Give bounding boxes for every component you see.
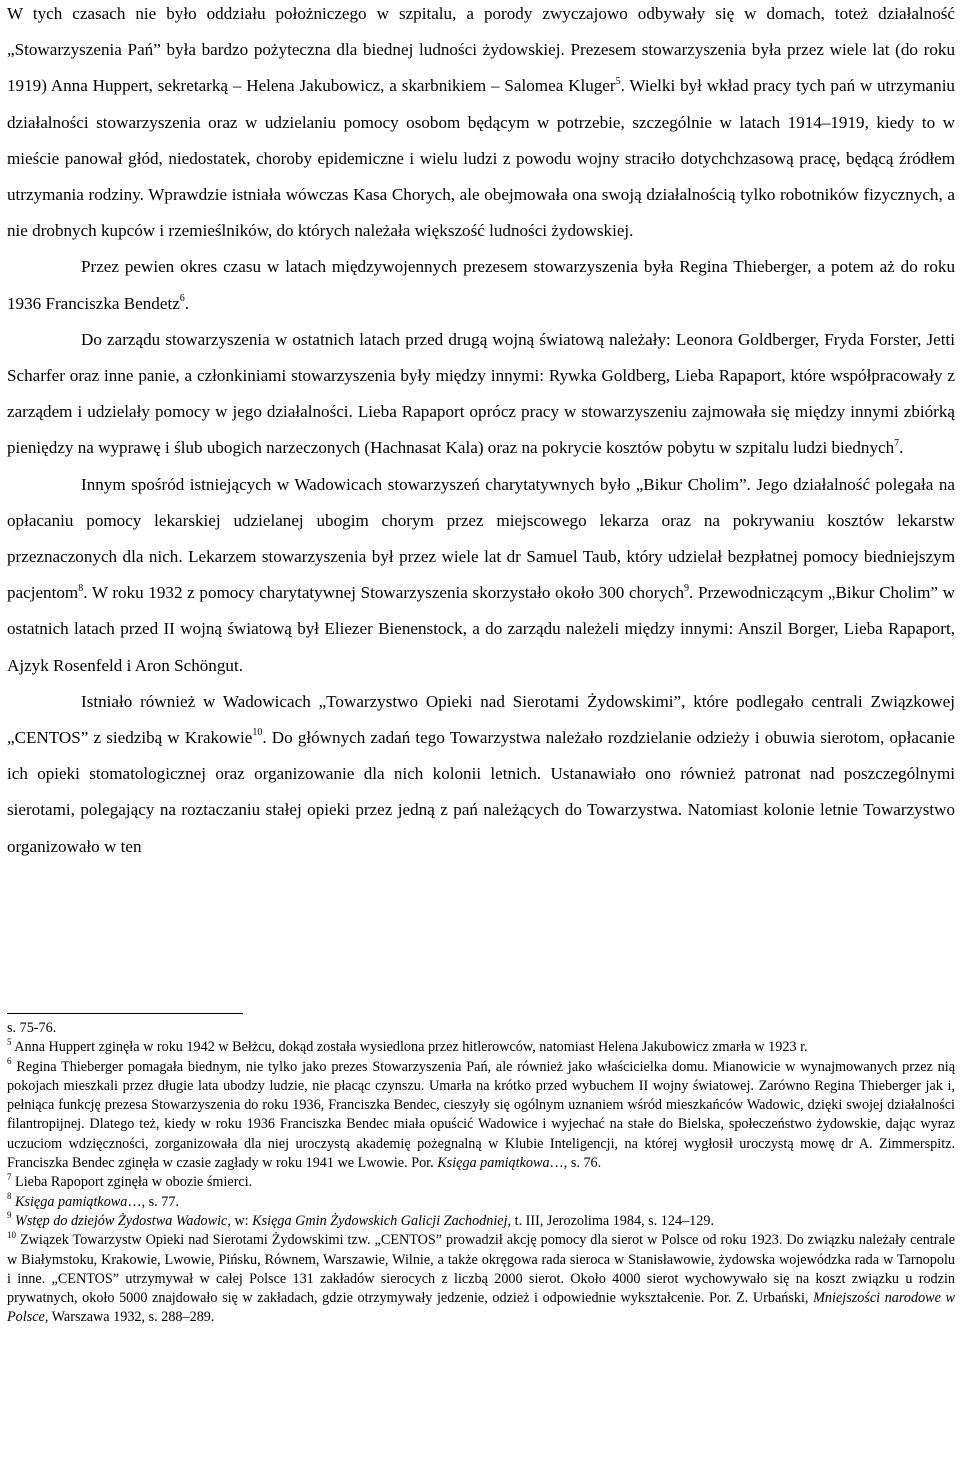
text: Związek Towarzystw Opieki nad Sierotami Żydowskimi tzw. „CENTOS” prowadził akcję pomocy dla sierot w Polsce od roku 1923. Do związku należały centrale w Białymstoku, Krakowie, Lwowie, Pińsku, Równem, Warszawie, Wilnie, a także okręgowa rada sieroca w Stanisławowie, żydowska wojewódzka rada w Tarnopolu i inne. „CENTOS” utrzymywał w całej Polsce 131 zakładów sierocych z liczbą 2000 sierot. Około 4000 sierot wychowywało się na koszt związku u rodzin prywatnych, około 5000 znajdowało się w zakładach, gdzie otrzymywały jedzenie, odzież i odpowiednie wykształcenie. Por. Z. Urbański, [7,1232,955,1307]
footnote-number: 5 [7,1036,12,1047]
footnote-number: 9 [7,1210,12,1221]
text: . Do głównych zadań tego Towarzystwa należało rozdzielanie odzieży i obuwia sierotom, opłacanie ich opieki stomatologicznej oraz organizowanie dla nich kolonii letnich. Ustanawiało ono również patronat nad poszczególnymi sierotami, polegający na roztaczaniu stałej opieki przez jedną z pań należących do Towarzystwa. Natomiast kolonie letnie Towarzystwo organizowało w ten [7,728,955,856]
text: . Wielki był wkład pracy tych pań w utrzymaniu działalności stowarzyszenia oraz w udzielaniu pomocy osobom będącym w potrzebie, szczególnie w latach 1914–1919, kiedy to w mieście panował głód, niedostatek, choroby epidemiczne i wielu ludzi z powodu wojny straciło dotychchzasową pracę, będącą źródłem utrzymania rodziny. Wprawdzie istniała wówczas Kasa Chorych, ale obejmowała ona swoją działalnością tylko robotników fizycznych, a nie drobnych kupców i rzemieślników, do których należała większość ludności żydowskiej. [7,76,955,241]
text: , w: [227,1212,249,1229]
text: Do zarządu stowarzyszenia w ostatnich latach przed drugą wojną światową należały: Leonora Goldberger, Fryda Forster, Jetti Scharfer oraz inne panie, a członkiniami stowarzyszenia były między innymi: Rywka Goldberg, Lieba Rapaport, które współpracowały z zarządem i udzielały pomocy w jego działalności. Lieba Rapaport oprócz pracy w stowarzyszeniu zajmowała się między innymi zbiórką pieniędzy na wyprawę i ślub ubogich narzeczonych (Hachnasat Kala) oraz na pokrycie kosztów pobytu w szpitalu ludzi biednych [7,329,955,458]
text: Przez pewien okres czasu w latach międzywojennych prezesem stowarzyszenia była Regina Thieberger, a potem aż do roku 1936 Franciszka Bendetz [7,257,955,313]
text: Lieba Rapoport zginęła w obozie śmierci. [15,1174,253,1191]
paragraph-1 [7,0,955,249]
text: . [184,293,190,313]
text: Istniało również w Wadowicach „Towarzystwo Opieki nad Sierotami Żydowskimi”, które podlegało centrali Związkowej „CENTOS” z siedzibą w Krakowie [7,691,955,748]
text: Anna Huppert zginęła w roku 1942 w Bełżcu, dokąd została wysiedlona przez hitlerowców, natomiast Helena Jakubowicz zmarła w 1923 r. [14,1039,808,1056]
text: W tych czasach nie było oddziału położniczego w szpitalu, a porody zwyczajowo odbywały się w domach, toteż działalność „Stowarzyszenia Pań” była bardzo pożyteczna dla biednej ludności żydowskiej. Prezesem stowarzyszenia była przez wiele lat (do roku 1919) Anna Huppert, sekretarką – Helena Jakubowicz, a skarbnikiem – Salomea Kluger [7,4,955,96]
footnote-ref-8: 8 [78,582,84,594]
footnote-number: 10 [7,1229,16,1240]
paragraph-3 [7,322,955,467]
footnote-10 [7,1231,955,1327]
footnote-9 [7,1212,955,1231]
footnote-ref-9: 9 [684,582,690,594]
footnote-ref-5: 5 [615,75,621,87]
footnote-number: 6 [7,1055,12,1066]
footnote-8 [7,1190,955,1212]
text: …, s. 76. [549,1155,602,1172]
text: . Przewodniczącym „Bikur Cholim” w ostatnich latach przed II wojną światową był Eliezer Bienenstock, a do zarządu należeli między innymi: Anszil Borger, Lieba Rapaport, Ajzyk Rosenfeld i Aron Schöngut. [7,583,955,675]
footnote-separator [7,1013,243,1014]
text: , t. III, Jerozolima 1984, s. 124–129. [507,1212,715,1229]
footnote-5 [7,1038,955,1057]
citation-title: Księga pamiątkowa [437,1155,550,1172]
citation-title: Mniejszości narodowe w Polsce [7,1290,956,1326]
footnote-number: 8 [7,1190,12,1201]
paragraph-5 [7,684,955,865]
footnote-ref-7: 7 [894,437,900,449]
footnote-6 [7,1055,956,1174]
footnote-ref-10: 10 [252,727,263,739]
text: s. 75-76. [7,1020,57,1036]
main-text [7,0,955,865]
text: Innym spośród istniejących w Wadowicach stowarzyszeń charytatywnych było „Bikur Cholim”. Jego działalność polegała na opłacaniu pomocy lekarskiej udzielanej ubogim chorym przez miejscowego lekarza oraz na pokrywaniu kosztów lekarstw przeznaczonych dla nich. Lekarzem stowarzyszenia był przez wiele lat dr Samuel Taub, który udzielał bezpłatnej pomocy biedniejszym pacjentom [7,474,955,603]
footnote-continuation [7,1019,955,1038]
citation-title: Wstęp do dziejów Żydostwa Wadowic [15,1212,228,1229]
text: . [899,438,904,458]
text: . W roku 1932 z pomocy charytatywnej Stowarzyszenia skorzystało około 300 chorych [83,583,685,603]
paragraph-2 [7,249,955,321]
citation-title: Księga Gmin Żydowskich Galicji Zachodniej [252,1212,508,1229]
footnote-number: 7 [7,1171,12,1182]
footnotes [7,1019,955,1328]
paragraph-4 [7,467,955,684]
footnote-7 [7,1173,955,1192]
text: , Warszawa 1932, s. 288–289. [44,1309,215,1326]
footnote-ref-6: 6 [179,292,185,304]
citation-title: Księga pamiątkowa [15,1193,128,1210]
text: Regina Thieberger pomagała biednym, nie tylko jako prezes Stowarzyszenia Pań, ale również jako właścicielka domu. Mianowicie w wynajmowanych przez nią pokojach mieszkali przez długie lata ubodzy ludzie, nie płacąc czynszu. Umarła na krótko przed wybuchem II wojny światowej. Zarówno Regina Thieberger jak i, pełniąca funkcję prezesa Stowarzyszenia do roku 1936, Franciszka Bendec, cieszyły się ogólnym uznaniem wśród mieszkańców Wadowic, dzięki swojej działalności filantropijnej. Dlatego też, kiedy w roku 1936 Franciszka Bendec miała opuścić Wadowice i wyjechać na stałe do Bielska, społeczeństwo żydowskie, dając wyraz uczuciom wdzięczności, zorganizowała dla niej uroczystą akademię pożegnalną w Klubie Inteligencji, na której wygłosił uroczystą mowę dr A. Zimmerspitz. Franciszka Bendec zginęła w czasie zagłady w roku 1941 we Lwowie. Por. [7,1058,956,1172]
text: …, s. 77. [127,1193,180,1210]
